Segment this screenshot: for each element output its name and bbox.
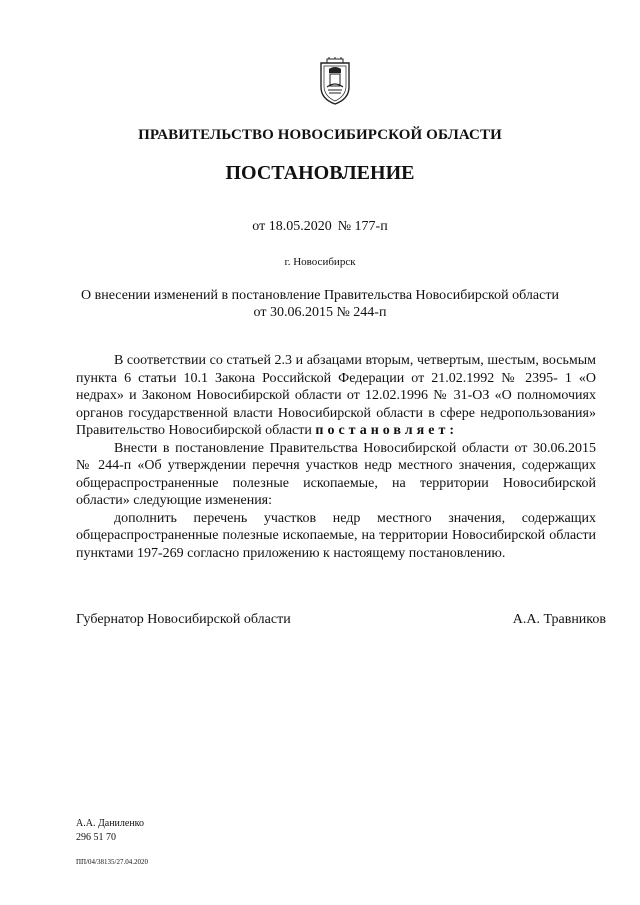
coat-of-arms-emblem xyxy=(317,57,353,105)
organization-title: ПРАВИТЕЛЬСТВО НОВОСИБИРСКОЙ ОБЛАСТИ xyxy=(138,127,502,143)
document-reference: ПП/04/38135/27.04.2020 xyxy=(76,858,148,866)
executor-info xyxy=(76,817,144,845)
document-date: от 18.05.2020 xyxy=(252,219,332,234)
subject-line-2: от 30.06.2015 № 244-п xyxy=(253,305,387,320)
subject-line-1: О внесении изменений в постановление Правительства Новосибирской области xyxy=(81,288,559,303)
document-type: ПОСТАНОВЛЕНИЕ xyxy=(225,162,415,184)
executor-name: А.А. Даниленко xyxy=(76,818,145,829)
signatory-position: Губернатор Новосибирской области xyxy=(76,612,291,627)
body-paragraph-3: дополнить перечень участков недр местного значения, содержащих общераспространенные полезные ископаемые, на территории Новосибирской области пунктами 197-269 согласно приложению к настоящему постановлению. xyxy=(76,510,596,561)
paragraph-1-text: В соответствии со статьей 2.3 и абзацами вторым, четвертым, шестым, восьмым пункта 6 статьи 10.1 Закона Российской Федерации от 21.02.1992 № 2395- 1 «О недрах» и Законом Новосибирской области от 12.02.1996 № 31-ОЗ «О полномочиях органов государственной власти Новосибирской области в сфере недропользования» Правительство Новосибирской области xyxy=(76,353,596,438)
document-subject xyxy=(60,287,580,321)
document-body xyxy=(76,352,596,562)
body-paragraph-1 xyxy=(76,352,596,440)
resolution-keyword: постановляет: xyxy=(315,423,458,438)
signatory-name: А.А. Травников xyxy=(512,612,606,627)
executor-phone: 296 51 70 xyxy=(76,832,116,843)
body-paragraph-2: Внести в постановление Правительства Новосибирской области от 30.06.2015 № 244-п «Об утверждении перечня участков недр местного значения, содержащих общераспространенные полезные ископаемые, на территории Новосибирской области» следующие изменения: xyxy=(76,440,596,508)
date-number-line xyxy=(0,219,640,235)
document-number: № 177-п xyxy=(337,219,388,234)
place-of-issue: г. Новосибирск xyxy=(284,256,356,268)
